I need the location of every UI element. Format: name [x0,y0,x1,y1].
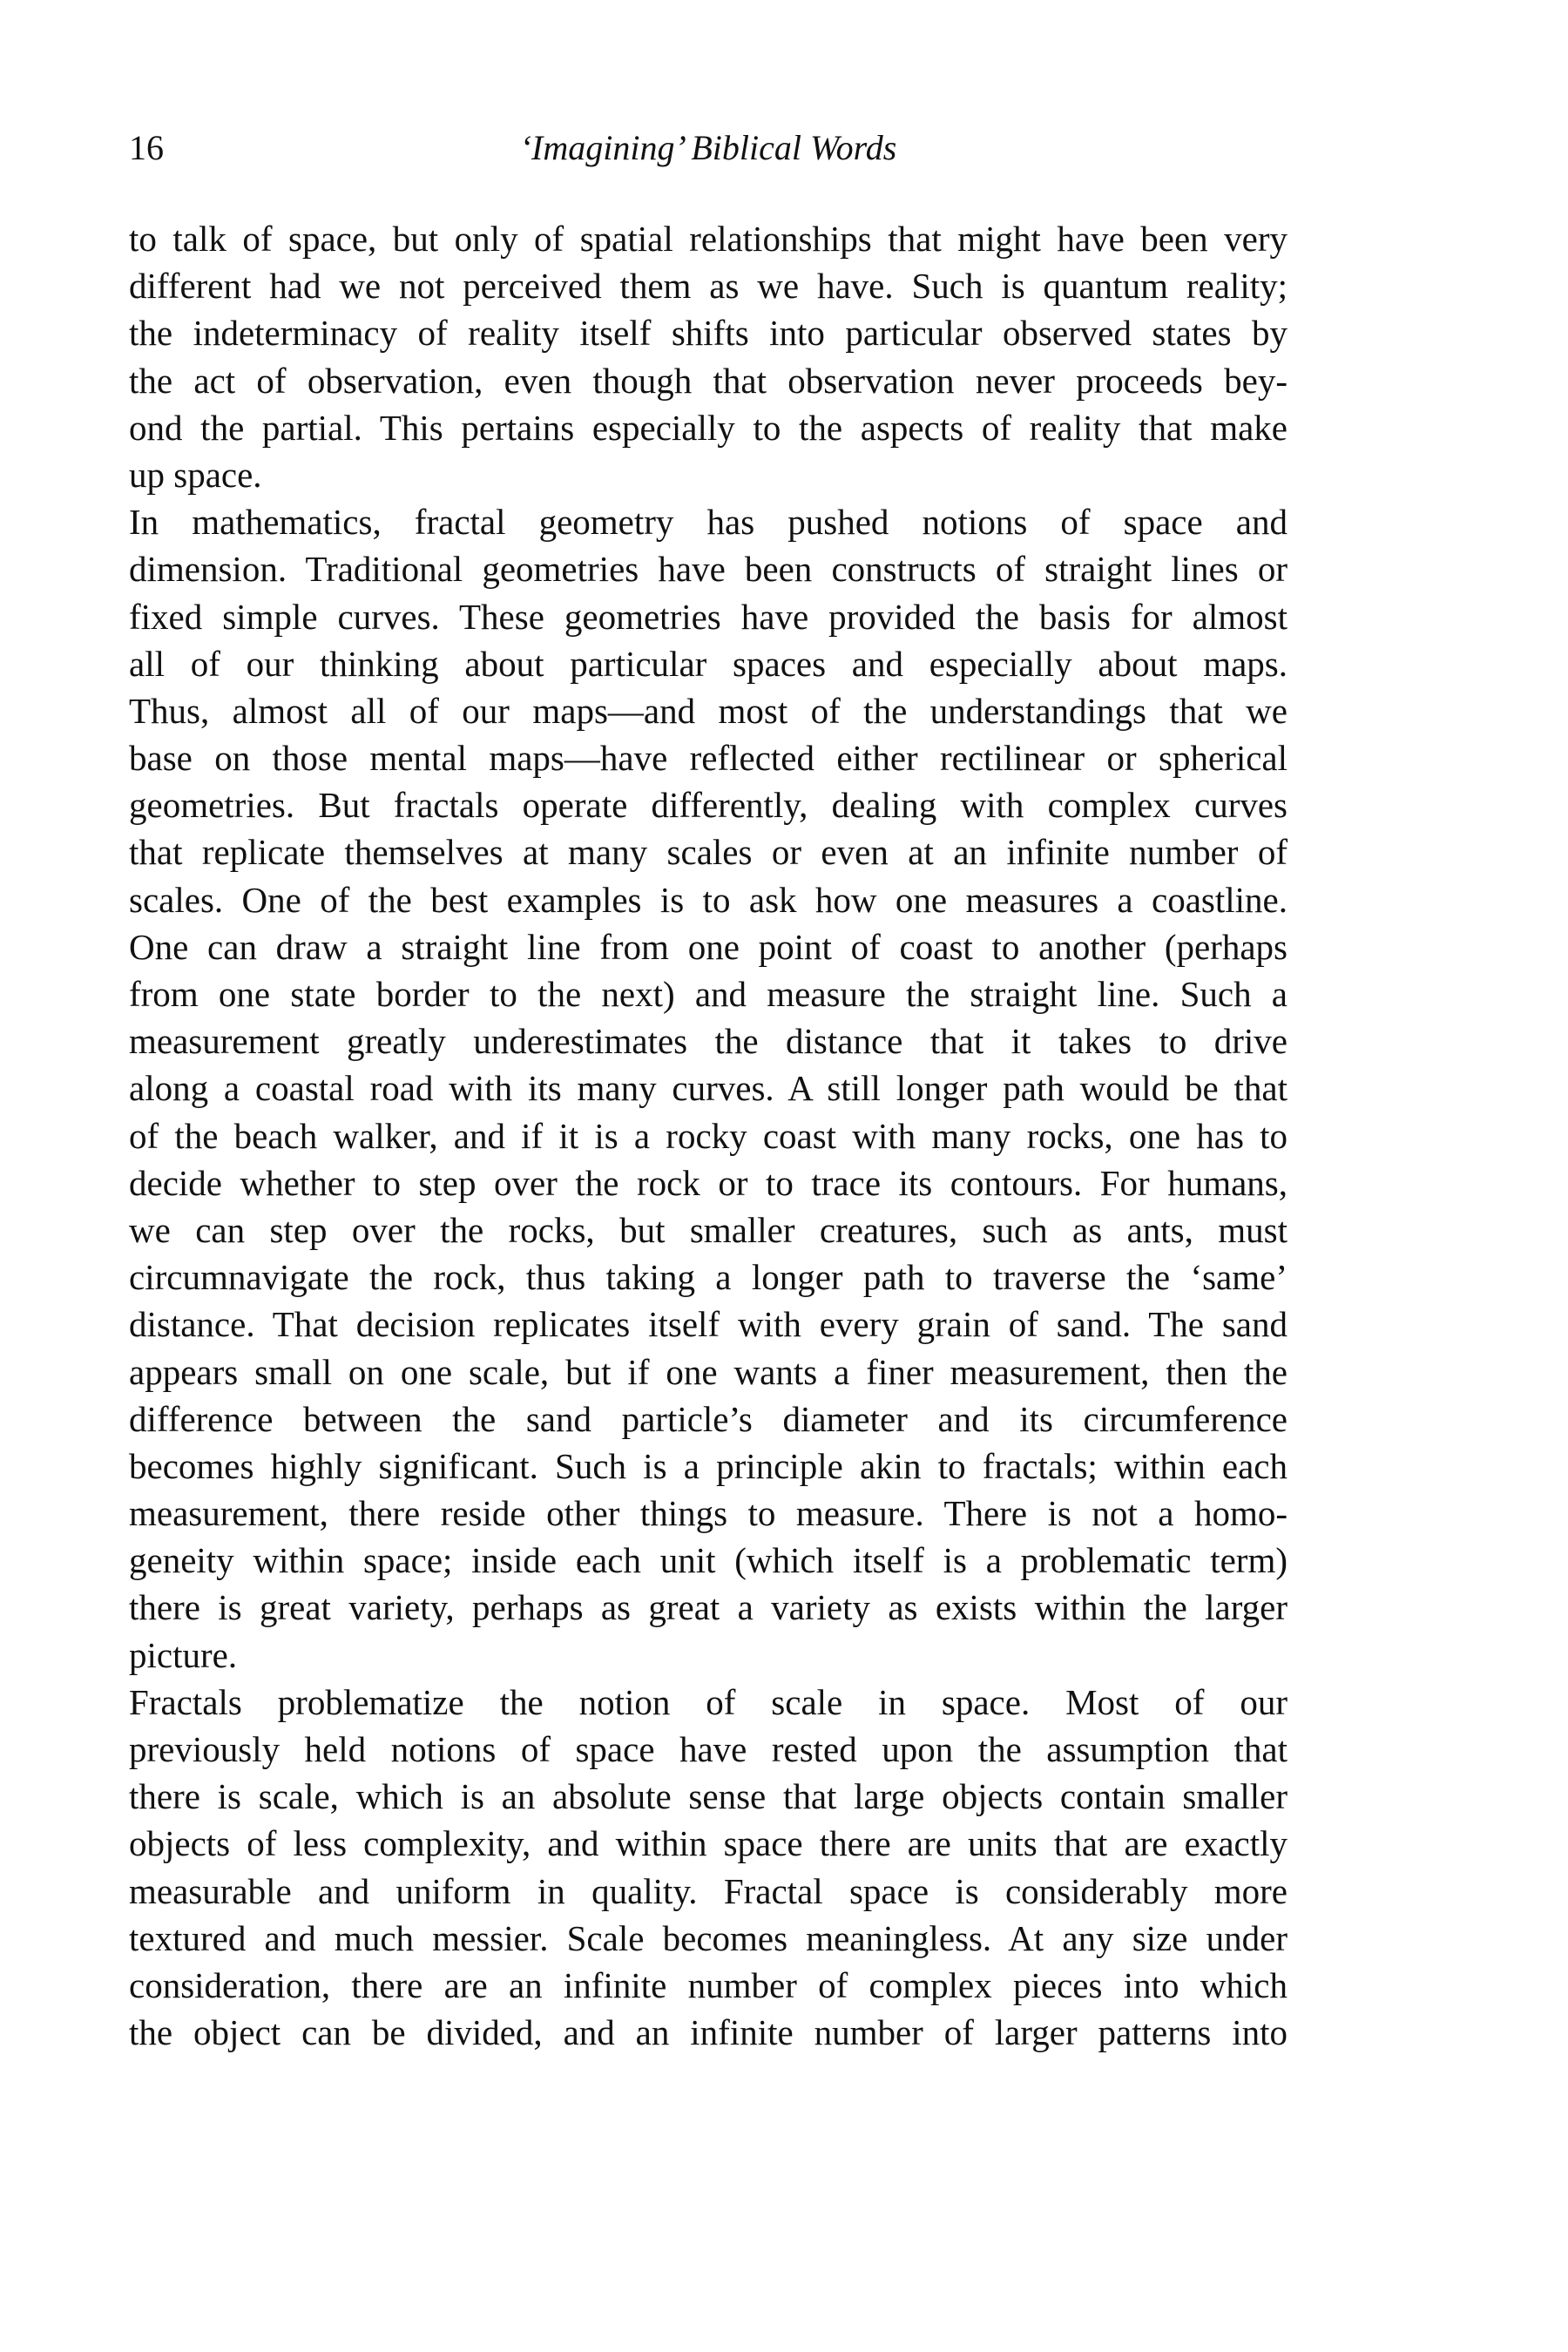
text-line: textured and much messier. Scale becomes meaningless. At any size under [129,1917,1288,1958]
text-line: In mathematics, fractal geometry has pushed notions of space and [129,502,1288,543]
running-title: ‘Imagining’ Biblical Words [519,128,897,167]
text-line: measurable and uniform in quality. Fractal space is considerably more [129,1870,1288,1911]
text-line: objects of less complexity, and within space there are units that are exactly [129,1823,1288,1864]
text-line: scales. One of the best examples is to ask how one measures a coastline. [129,879,1288,920]
text-line: different had we not perceived them as we have. Such is quantum reality; [129,266,1288,307]
text-line: Thus, almost all of our maps—and most of the understandings that we [129,690,1288,731]
text-line: measurement, there reside other things to measure. There is not a homo- [129,1493,1288,1534]
text-line: fixed simple curves. These geometries have provided the basis for almost [129,596,1288,637]
text-line: distance. That decision replicates itself with every grain of sand. The sand [129,1304,1288,1345]
text-line: all of our thinking about particular spaces and especially about maps. [129,643,1288,684]
text-line: up space. [129,454,262,495]
text-line: circumnavigate the rock, thus taking a longer path to traverse the ‘same’ [129,1257,1288,1298]
text-line: geometries. But fractals operate differently, dealing with complex curves [129,785,1288,826]
text-line: to talk of space, but only of spatial relationships that might have been very [129,219,1288,259]
text-line: consideration, there are an infinite number of complex pieces into which [129,1964,1288,2005]
text-line: there is scale, which is an absolute sense that large objects contain smaller [129,1776,1288,1817]
text-line: that replicate themselves at many scales or even at an infinite number of [129,832,1288,873]
text-line: from one state border to the next) and measure the straight line. Such a [129,974,1288,1014]
page-number: 16 [129,128,164,167]
text-line: geneity within space; inside each unit (which itself is a problematic term) [129,1540,1288,1581]
text-line: along a coastal road with its many curves. A still longer path would be that [129,1068,1288,1109]
text-line: appears small on one scale, but if one wants a finer measurement, then the [129,1351,1288,1392]
text-line: of the beach walker, and if it is a rocky coast with many rocks, one has to [129,1115,1288,1156]
text-line: previously held notions of space have rested upon the assumption that [129,1729,1288,1769]
text-line: dimension. Traditional geometries have been constructs of straight lines or [129,549,1288,590]
text-line: picture. [129,1634,238,1675]
text-line: the object can be divided, and an infinite number of larger patterns into [129,2012,1288,2053]
text-line: there is great variety, perhaps as great a variety as exists within the larger [129,1587,1288,1628]
text-line: ond the partial. This pertains especially to the aspects of reality that make [129,407,1288,448]
text-line: decide whether to step over the rock or to trace its contours. For humans, [129,1162,1288,1203]
text-line: measurement greatly underestimates the distance that it takes to drive [129,1021,1288,1062]
text-line: the act of observation, even though that observation never proceeds bey- [129,360,1288,401]
text-line: the indeterminacy of reality itself shifts into particular observed states by [129,313,1288,354]
text-line: becomes highly significant. Such is a principle akin to fractals; within each [129,1445,1288,1486]
text-line: we can step over the rocks, but smaller creatures, such as ants, must [129,1209,1288,1250]
text-line: Fractals problematize the notion of scale in space. Most of our [129,1681,1288,1722]
body-text [129,215,1288,2056]
text-line: One can draw a straight line from one point of coast to another (perhaps [129,926,1288,967]
text-line: base on those mental maps—have reflected either rectilinear or spherical [129,738,1288,779]
running-head [129,122,1288,174]
text-line: difference between the sand particle’s diameter and its circumference [129,1398,1288,1439]
